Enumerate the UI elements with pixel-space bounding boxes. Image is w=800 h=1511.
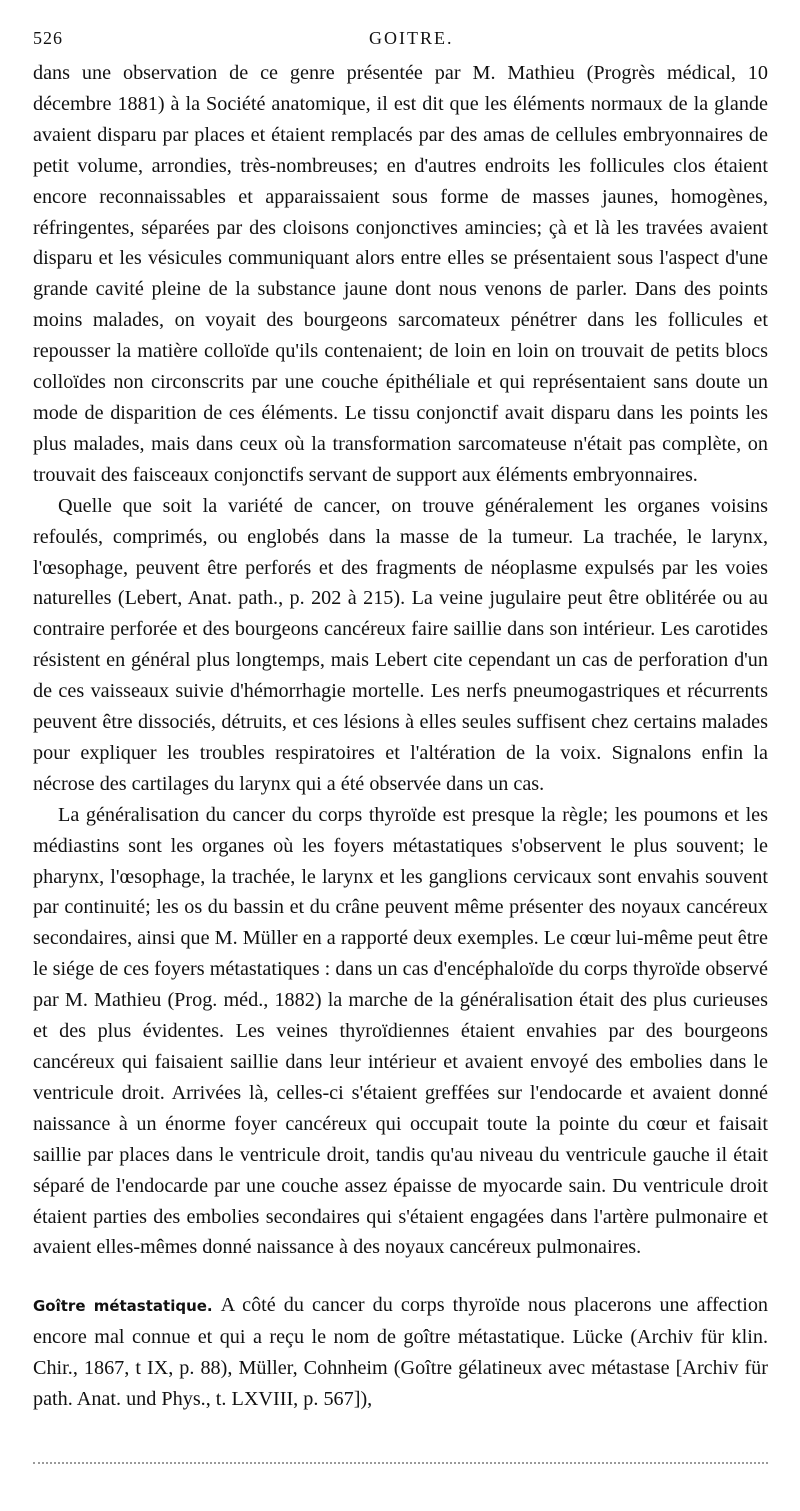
section-heading: Goître métastatique.	[33, 1297, 213, 1316]
running-head	[33, 28, 768, 58]
section-text: A côté du cancer du corps thyroïde nous placerons une affection encore mal connue et qui a reçu le nom de goître métastatique. Lücke (Archiv für klin. Chir., 1867, t IX, p. 88), Müller, Cohnheim (Goître gélatineux avec métastase [Archiv für path. Anat. und Phys., t. LXVIII, p. 567]),	[33, 1294, 769, 1411]
running-title: GOITRE.	[369, 28, 454, 48]
paragraph: La généralisation du cancer du corps thyroïde est presque la règle; les poumons et les médiastins sont les organes où les foyers métastatiques s'observent le plus souvent; le pharynx, l'œsophage, la trachée, le larynx et les ganglions cervicaux sont envahis souvent par continuité; les os du bassin et du crâne peuvent même présenter des noyaux cancéreux secondaires, ainsi que M. Müller en a rapporté deux exemples. Le cœur lui-même peut être le siége de ces foyers métastatiques : dans un cas d'encéphaloïde du corps thyroïde observé par M. Mathieu (Prog. méd., 1882) la marche de la généralisation était des plus curieuses et des plus évidentes. Les veines thyroïdiennes étaient envahies par des bourgeons cancéreux qui faisaient saillie dans leur intérieur et avaient envoyé des embolies dans le ventricule droit. Arrivées là, celles-ci s'étaient greffées sur l'endocarde et avaient donné naissance à un énorme foyer cancéreux qui occupait toute la pointe du cœur et faisait saillie par places dans le ventricule droit, tandis qu'au niveau du ventricule gauche il était séparé de l'endocarde par une couche assez épaisse de myocarde sain. Du ventricule droit étaient parties des embolies secondaires qui s'étaient engagées dans l'artère pulmonaire et avaient elles-mêmes donné naissance à des noyaux cancéreux pulmonaires.	[33, 803, 768, 1259]
paragraph: Quelle que soit la variété de cancer, on trouve généralement les organes voisins refoulés, comprimés, ou englobés dans la masse de la tumeur. La trachée, le larynx, l'œsophage, peuvent être perforés et des fragments de néoplasme expulsés par les voies naturelles (Lebert, Anat. path., p. 202 à 215). La veine jugulaire peut être oblitérée ou au contraire perforée et des bourgeons cancéreux faire saillie dans son intérieur. Les carotides résistent en général plus longtemps, mais Lebert cite cependant un cas de perforation d'un de ces vaisseaux suivie d'hémorrhagie mortelle. Les nerfs pneumogastriques et récurrents peuvent être dissociés, détruits, et ces lésions à elles seules suffisent chez certains malades pour expliquer les troubles respiratoires et l'altération de la voix. Signalons enfin la nécrose des cartilages du larynx qui a été observée dans un cas.	[33, 494, 768, 795]
book-page	[33, 28, 768, 1415]
body-text	[33, 58, 768, 1415]
section-paragraph	[33, 1290, 768, 1415]
footer-rule	[33, 1462, 768, 1464]
section-gap	[33, 1263, 768, 1290]
page-number: 526	[33, 28, 63, 48]
paragraph: dans une observation de ce genre présentée par M. Mathieu (Progrès médical, 10 décembre 1881) à la Société anatomique, il est dit que les éléments normaux de la glande avaient disparu par places et étaient remplacés par des amas de cellules embryonnaires de petit volume, arrondies, très-nombreuses; en d'autres endroits les follicules clos étaient encore reconnaissables et apparaissaient sous forme de masses jaunes, homogènes, réfringentes, séparées par des cloisons conjonctives amincies; çà et là les travées avaient disparu et les vésicules communiquant alors entre elles se présentaient sous l'aspect d'une grande cavité pleine de la substance jaune dont nous venons de parler. Dans des points moins malades, on voyait des bourgeons sarcomateux pénétrer dans les follicules et repousser la matière colloïde qu'ils contenaient; de loin en loin on trouvait de petits blocs colloïdes non circonscrits par une couche épithéliale et qui représentaient sans doute un mode de disparition de ces éléments. Le tissu conjonctif avait disparu dans les points les plus malades, mais dans ceux où la transformation sarcomateuse n'était pas complète, on trouvait des faisceaux conjonctifs servant de support aux éléments embryonnaires.	[33, 62, 768, 486]
